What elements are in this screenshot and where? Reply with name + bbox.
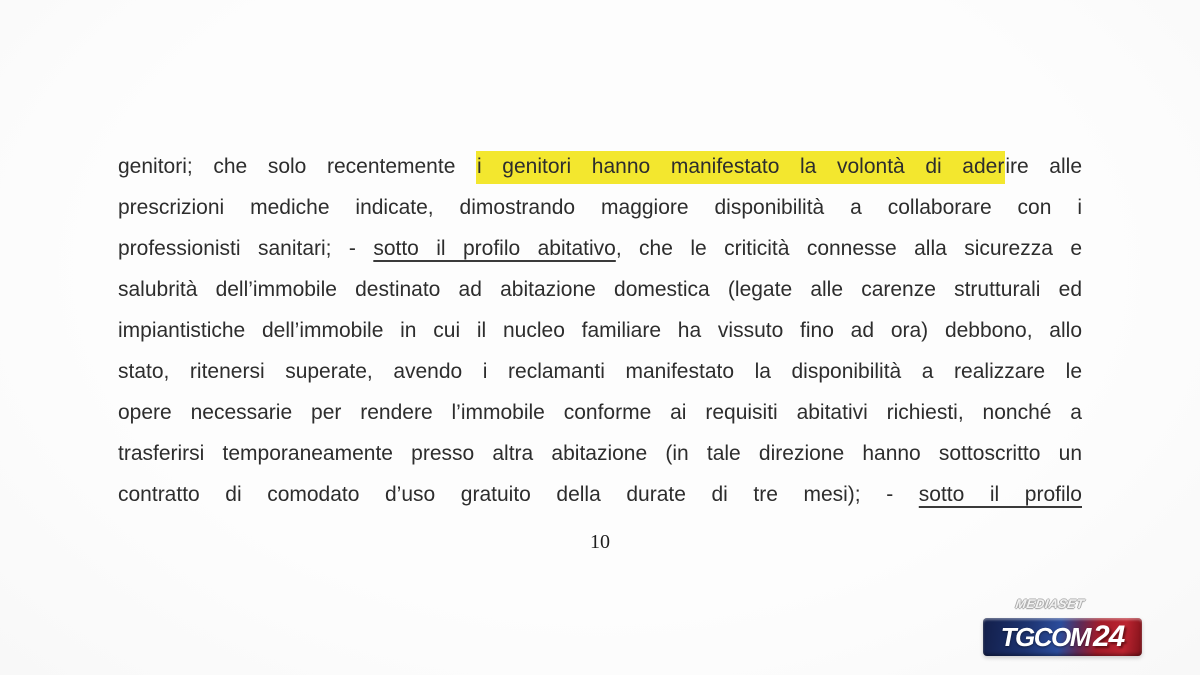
text-segment: prescrizioni mediche indicate, dimostrando maggiore disponibilità a collaborare con i bbox=[118, 196, 1082, 219]
tgcom24-logo bbox=[983, 618, 1142, 656]
text-line bbox=[118, 187, 1082, 228]
tgcom-logo-text: TGCOM bbox=[1000, 621, 1090, 652]
text-line bbox=[118, 146, 1082, 187]
tgcom24-watermark bbox=[975, 596, 1150, 666]
text-line bbox=[118, 474, 1082, 515]
mediaset-logo: MEDIASET bbox=[1014, 597, 1086, 611]
text-segment: contratto di comodato d’uso gratuito della durate di tre mesi); - bbox=[118, 483, 919, 506]
text-line bbox=[118, 310, 1082, 351]
text-segment: professionisti sanitari; - bbox=[118, 237, 374, 260]
text-segment: salubrità dell’immobile destinato ad abitazione domestica (legate alle carenze strutturali ed bbox=[118, 278, 1082, 301]
page-number: 10 bbox=[590, 531, 610, 553]
text-segment: trasferirsi temporaneamente presso altra abitazione (in tale direzione hanno sottoscritto un bbox=[118, 442, 1082, 465]
text-segment: ire alle bbox=[1005, 155, 1082, 178]
text-segment: genitori; che solo recentemente bbox=[118, 155, 477, 178]
text-line bbox=[118, 351, 1082, 392]
text-segment: stato, ritenersi superate, avendo i reclamanti manifestato la disponibilità a realizzare le bbox=[118, 360, 1082, 383]
text-segment: opere necessarie per rendere l’immobile conforme ai requisiti abitativi richiesti, nonché a bbox=[118, 401, 1082, 424]
text-segment: impiantistiche dell’immobile in cui il nucleo familiare ha vissuto fino ad ora) debbono, allo bbox=[118, 319, 1082, 342]
text-line bbox=[118, 433, 1082, 474]
text-line bbox=[118, 392, 1082, 433]
underlined-text: sotto il profilo abitativo bbox=[373, 237, 616, 260]
highlighted-text: i genitori hanno manifestato la volontà di ader bbox=[476, 151, 1005, 184]
document-lines bbox=[118, 146, 1082, 515]
text-line bbox=[118, 228, 1082, 269]
underlined-text: sotto il profilo bbox=[918, 483, 1082, 506]
text-line bbox=[118, 269, 1082, 310]
text-segment: , che le criticità connesse alla sicurezza e bbox=[615, 237, 1082, 260]
tgcom-logo-number: 24 bbox=[1092, 620, 1125, 653]
